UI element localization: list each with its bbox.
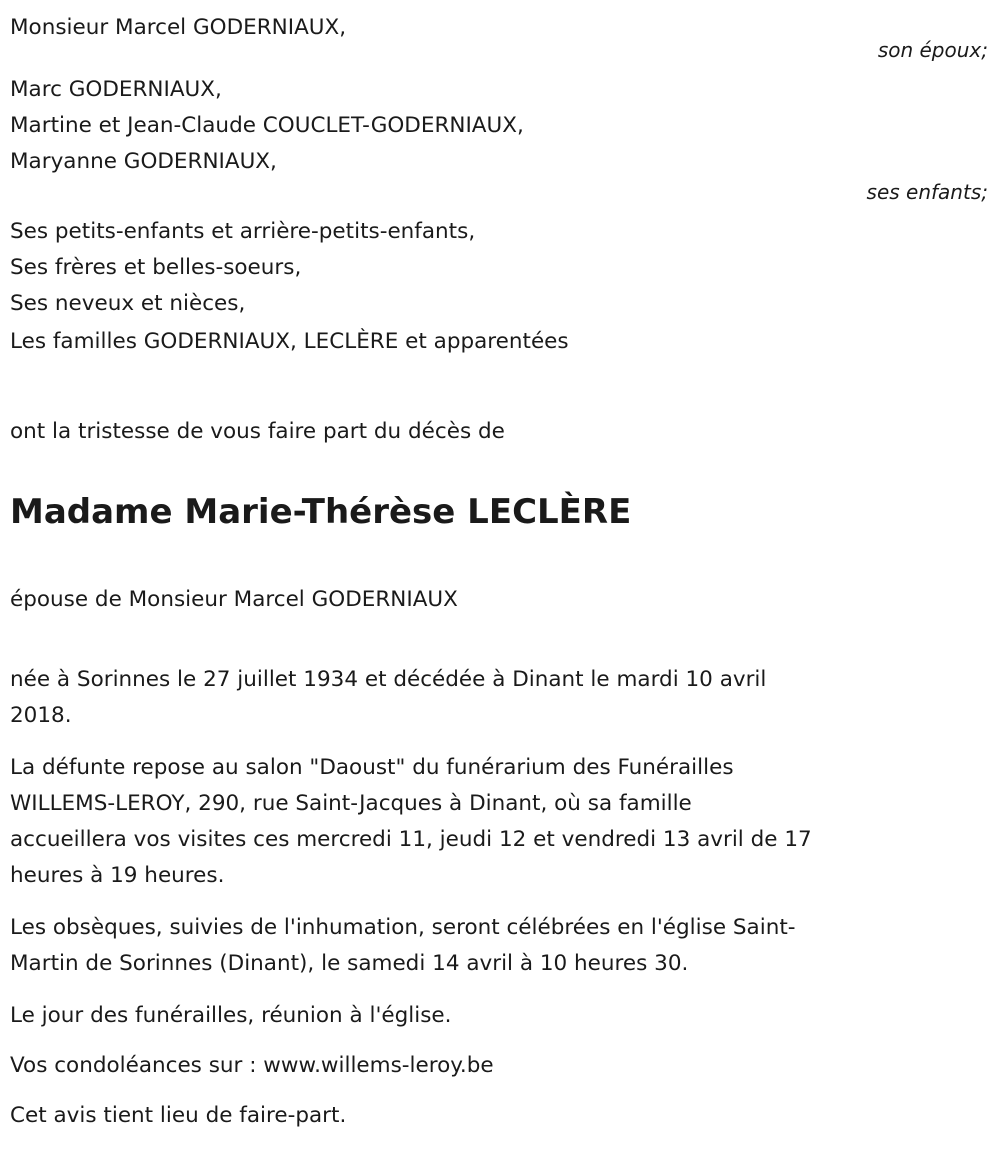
spouse-role: son époux; [877, 38, 988, 62]
funeral-line: Martin de Sorinnes (Dinant), le samedi 14 avril à 10 heures 30. [10, 951, 689, 976]
visitation-line: accueillera vos visites ces mercredi 11, jeudi 12 et vendredi 13 avril de 17 [10, 827, 812, 852]
announcement: ont la tristesse de vous faire part du décès de [10, 419, 505, 444]
child-name: Martine et Jean-Claude COUCLET-GODERNIAUX, [10, 113, 524, 138]
spouse-of: épouse de Monsieur Marcel GODERNIAUX [10, 587, 458, 612]
closing-note: Cet avis tient lieu de faire-part. [10, 1103, 347, 1128]
condolences-label: Vos condoléances sur : [10, 1053, 264, 1078]
relatives-line: Ses frères et belles-soeurs, [10, 255, 302, 280]
relatives-line: Les familles GODERNIAUX, LECLÈRE et apparentées [10, 329, 569, 354]
visitation-line: WILLEMS-LEROY, 290, rue Saint-Jacques à Dinant, où sa famille [10, 791, 692, 816]
meeting-info: Le jour des funérailles, réunion à l'église. [10, 1003, 452, 1028]
child-name: Marc GODERNIAUX, [10, 77, 222, 102]
visitation-line: La défunte repose au salon "Daoust" du funérarium des Funérailles [10, 755, 734, 780]
birth-death-line: 2018. [10, 703, 72, 728]
birth-death-line: née à Sorinnes le 27 juillet 1934 et décédée à Dinant le mardi 10 avril [10, 667, 767, 692]
condolences [10, 1052, 494, 1080]
spouse-name: Monsieur Marcel GODERNIAUX, [10, 15, 347, 40]
visitation-line: heures à 19 heures. [10, 863, 225, 888]
children-role: ses enfants; [866, 180, 988, 204]
relatives-line: Ses petits-enfants et arrière-petits-enfants, [10, 219, 476, 244]
funeral-line: Les obsèques, suivies de l'inhumation, seront célébrées en l'église Saint- [10, 915, 796, 940]
condolences-link[interactable]: www.willems-leroy.be [263, 1053, 494, 1078]
deceased-name: Madame Marie-Thérèse LECLÈRE [10, 492, 632, 532]
relatives-line: Ses neveux et nièces, [10, 291, 246, 316]
child-name: Maryanne GODERNIAUX, [10, 149, 277, 174]
